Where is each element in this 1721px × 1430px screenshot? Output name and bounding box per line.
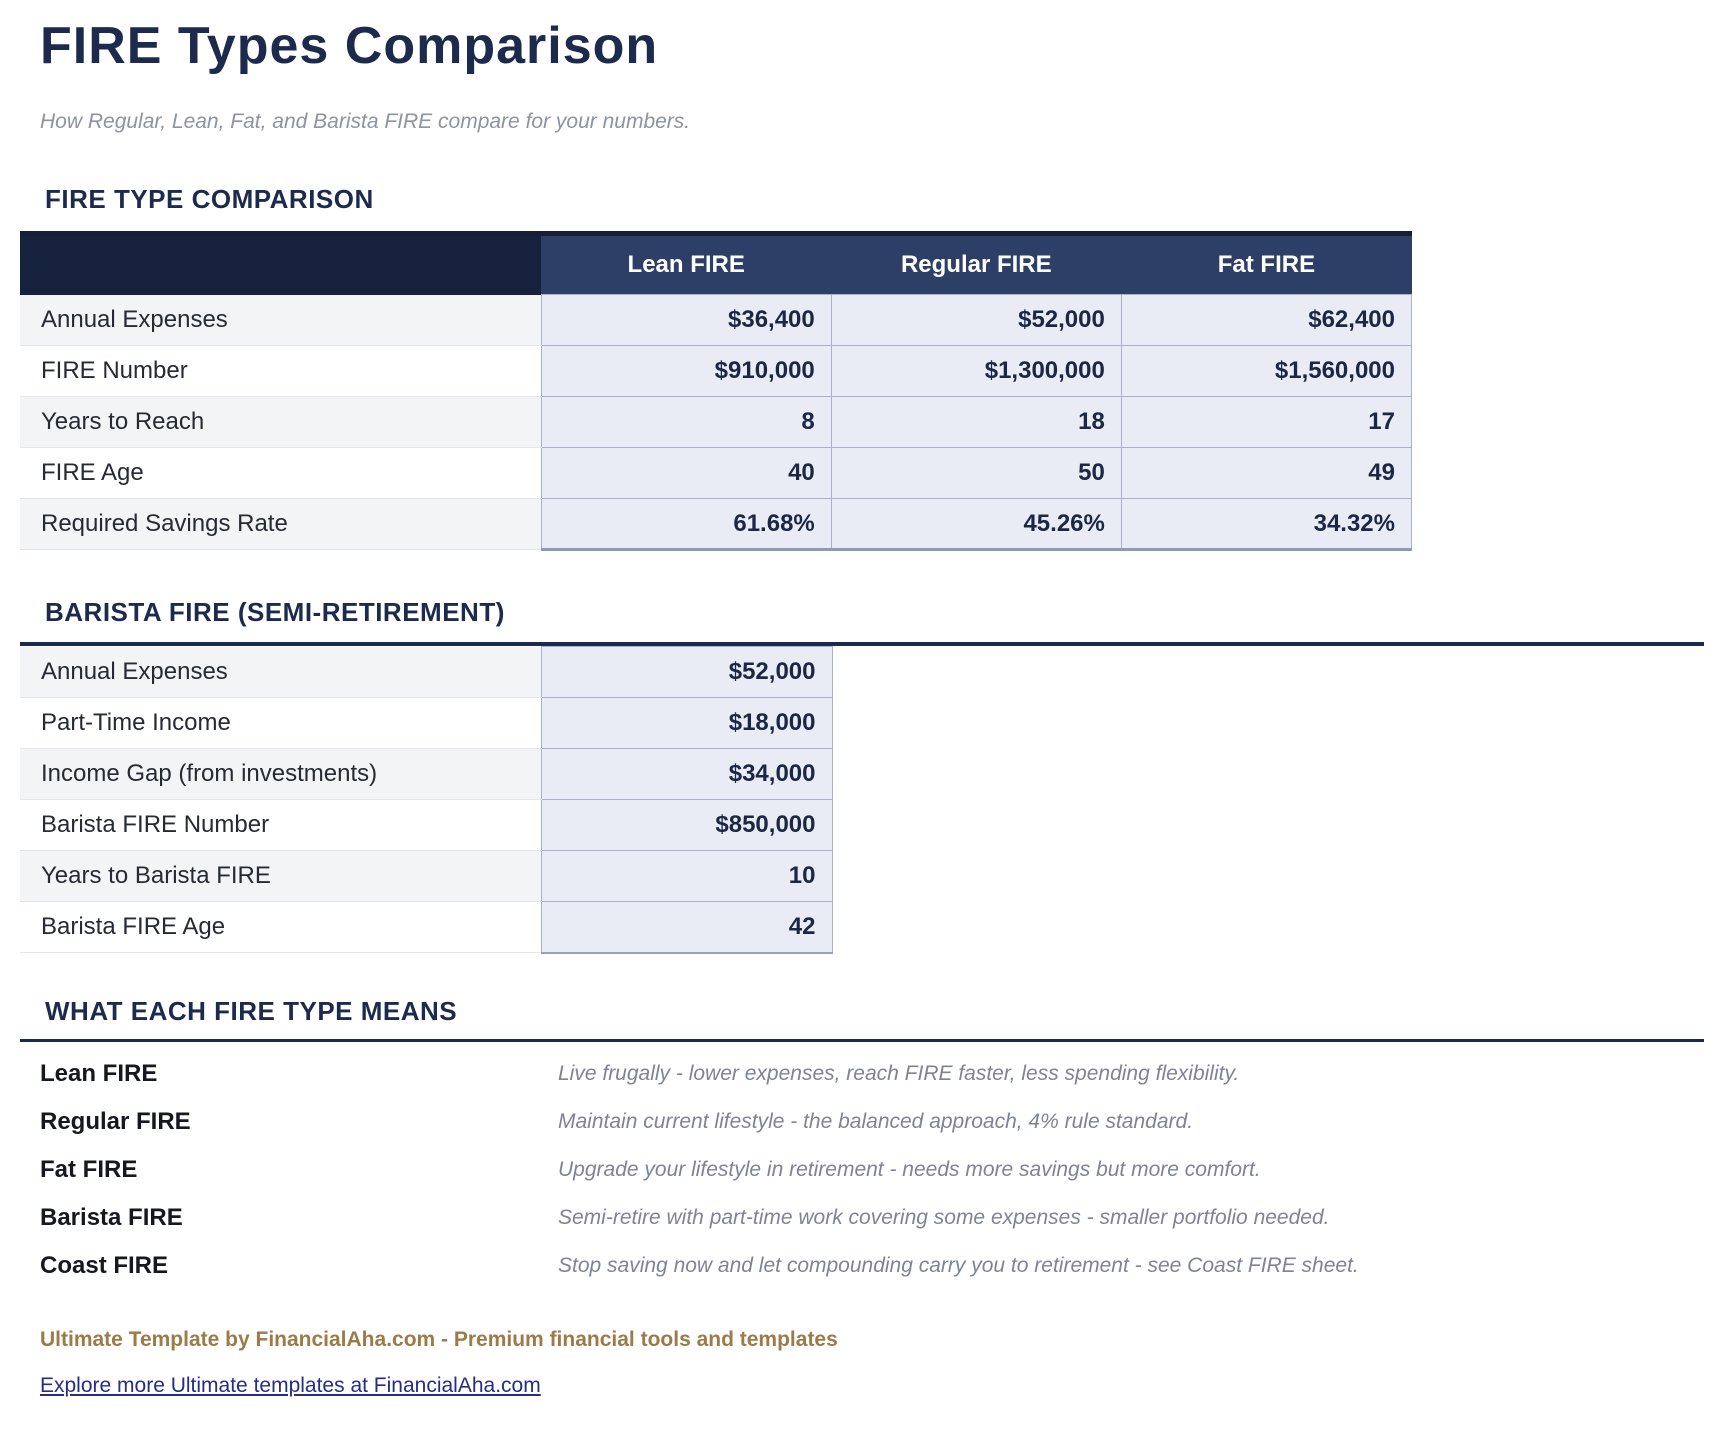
cell-value-lean: 61.68% <box>541 499 831 550</box>
definition-row <box>0 1146 1721 1194</box>
row-label: Annual Expenses <box>20 295 541 346</box>
definition-description: Upgrade your lifestyle in retirement - needs more savings but more comfort. <box>558 1157 1261 1181</box>
definition-term: Fat FIRE <box>40 1155 138 1183</box>
cell-value-fat: $62,400 <box>1121 295 1411 346</box>
fire-type-definitions <box>0 1050 1721 1290</box>
cell-value-regular: 45.26% <box>831 499 1121 550</box>
table-row <box>20 448 1412 499</box>
column-header-lean-fire: Lean FIRE <box>541 234 831 295</box>
cell-value-lean: 8 <box>541 397 831 448</box>
row-label: Annual Expenses <box>20 647 541 698</box>
cell-value-lean: 40 <box>541 448 831 499</box>
table-corner-cell <box>20 234 541 295</box>
cell-value-fat: $1,560,000 <box>1121 346 1411 397</box>
barista-section-rule <box>20 642 1704 954</box>
section-heading-barista-fire: BARISTA FIRE (SEMI-RETIREMENT) <box>45 597 505 627</box>
table-row <box>20 295 1412 346</box>
cell-value-lean: $910,000 <box>541 346 831 397</box>
definition-row <box>0 1098 1721 1146</box>
definition-description: Semi-retire with part-time work covering some expenses - smaller portfolio needed. <box>558 1205 1330 1229</box>
fire-type-comparison-table <box>20 231 1412 551</box>
row-label: Required Savings Rate <box>20 499 541 550</box>
column-header-regular-fire: Regular FIRE <box>831 234 1121 295</box>
comparison-header-row <box>20 234 1412 295</box>
cell-value: $18,000 <box>541 698 832 749</box>
definition-term: Coast FIRE <box>40 1251 169 1279</box>
cell-value-regular: $1,300,000 <box>831 346 1121 397</box>
row-label: FIRE Age <box>20 448 541 499</box>
page-subtitle: How Regular, Lean, Fat, and Barista FIRE compare for your numbers. <box>40 110 691 133</box>
definition-term: Lean FIRE <box>40 1059 158 1087</box>
row-label: Barista FIRE Number <box>20 800 541 851</box>
cell-value-lean: $36,400 <box>541 295 831 346</box>
page-title: FIRE Types Comparison <box>40 17 659 75</box>
definition-description: Maintain current lifestyle - the balanced approach, 4% rule standard. <box>558 1109 1194 1133</box>
definition-row <box>0 1242 1721 1290</box>
cell-value-fat: 17 <box>1121 397 1411 448</box>
table-row <box>20 800 832 851</box>
definition-term: Barista FIRE <box>40 1203 183 1231</box>
cell-value: 42 <box>541 902 832 953</box>
barista-fire-table <box>20 646 833 954</box>
table-row <box>20 698 832 749</box>
row-label: Years to Reach <box>20 397 541 448</box>
cell-value-regular: 50 <box>831 448 1121 499</box>
cell-value: 10 <box>541 851 832 902</box>
row-label: Part-Time Income <box>20 698 541 749</box>
footer-credit: Ultimate Template by FinancialAha.com - Premium financial tools and templates <box>40 1327 838 1351</box>
definition-row <box>0 1050 1721 1098</box>
definition-description: Live frugally - lower expenses, reach FIRE faster, less spending flexibility. <box>558 1061 1240 1085</box>
cell-value: $850,000 <box>541 800 832 851</box>
row-label: FIRE Number <box>20 346 541 397</box>
row-label: Barista FIRE Age <box>20 902 541 953</box>
table-row <box>20 902 832 953</box>
meanings-section-rule <box>20 1039 1704 1042</box>
definition-term: Regular FIRE <box>40 1107 191 1135</box>
cell-value-regular: $52,000 <box>831 295 1121 346</box>
definition-row <box>0 1194 1721 1242</box>
cell-value-fat: 34.32% <box>1121 499 1411 550</box>
table-row <box>20 749 832 800</box>
row-label: Income Gap (from investments) <box>20 749 541 800</box>
table-row <box>20 499 1412 550</box>
cell-value-fat: 49 <box>1121 448 1411 499</box>
table-row <box>20 397 1412 448</box>
cell-value: $52,000 <box>541 647 832 698</box>
table-row <box>20 851 832 902</box>
section-heading-what-each-fire-type-means: WHAT EACH FIRE TYPE MEANS <box>45 995 458 1026</box>
cell-value: $34,000 <box>541 749 832 800</box>
definition-description: Stop saving now and let compounding carry you to retirement - see Coast FIRE sheet. <box>558 1253 1359 1277</box>
cell-value-regular: 18 <box>831 397 1121 448</box>
column-header-fat-fire: Fat FIRE <box>1121 234 1411 295</box>
table-row <box>20 346 1412 397</box>
row-label: Years to Barista FIRE <box>20 851 541 902</box>
table-row <box>20 647 832 698</box>
footer-explore-link[interactable]: Explore more Ultimate templates at FinancialAha.com <box>40 1373 541 1397</box>
section-heading-fire-type-comparison: FIRE TYPE COMPARISON <box>45 184 374 214</box>
